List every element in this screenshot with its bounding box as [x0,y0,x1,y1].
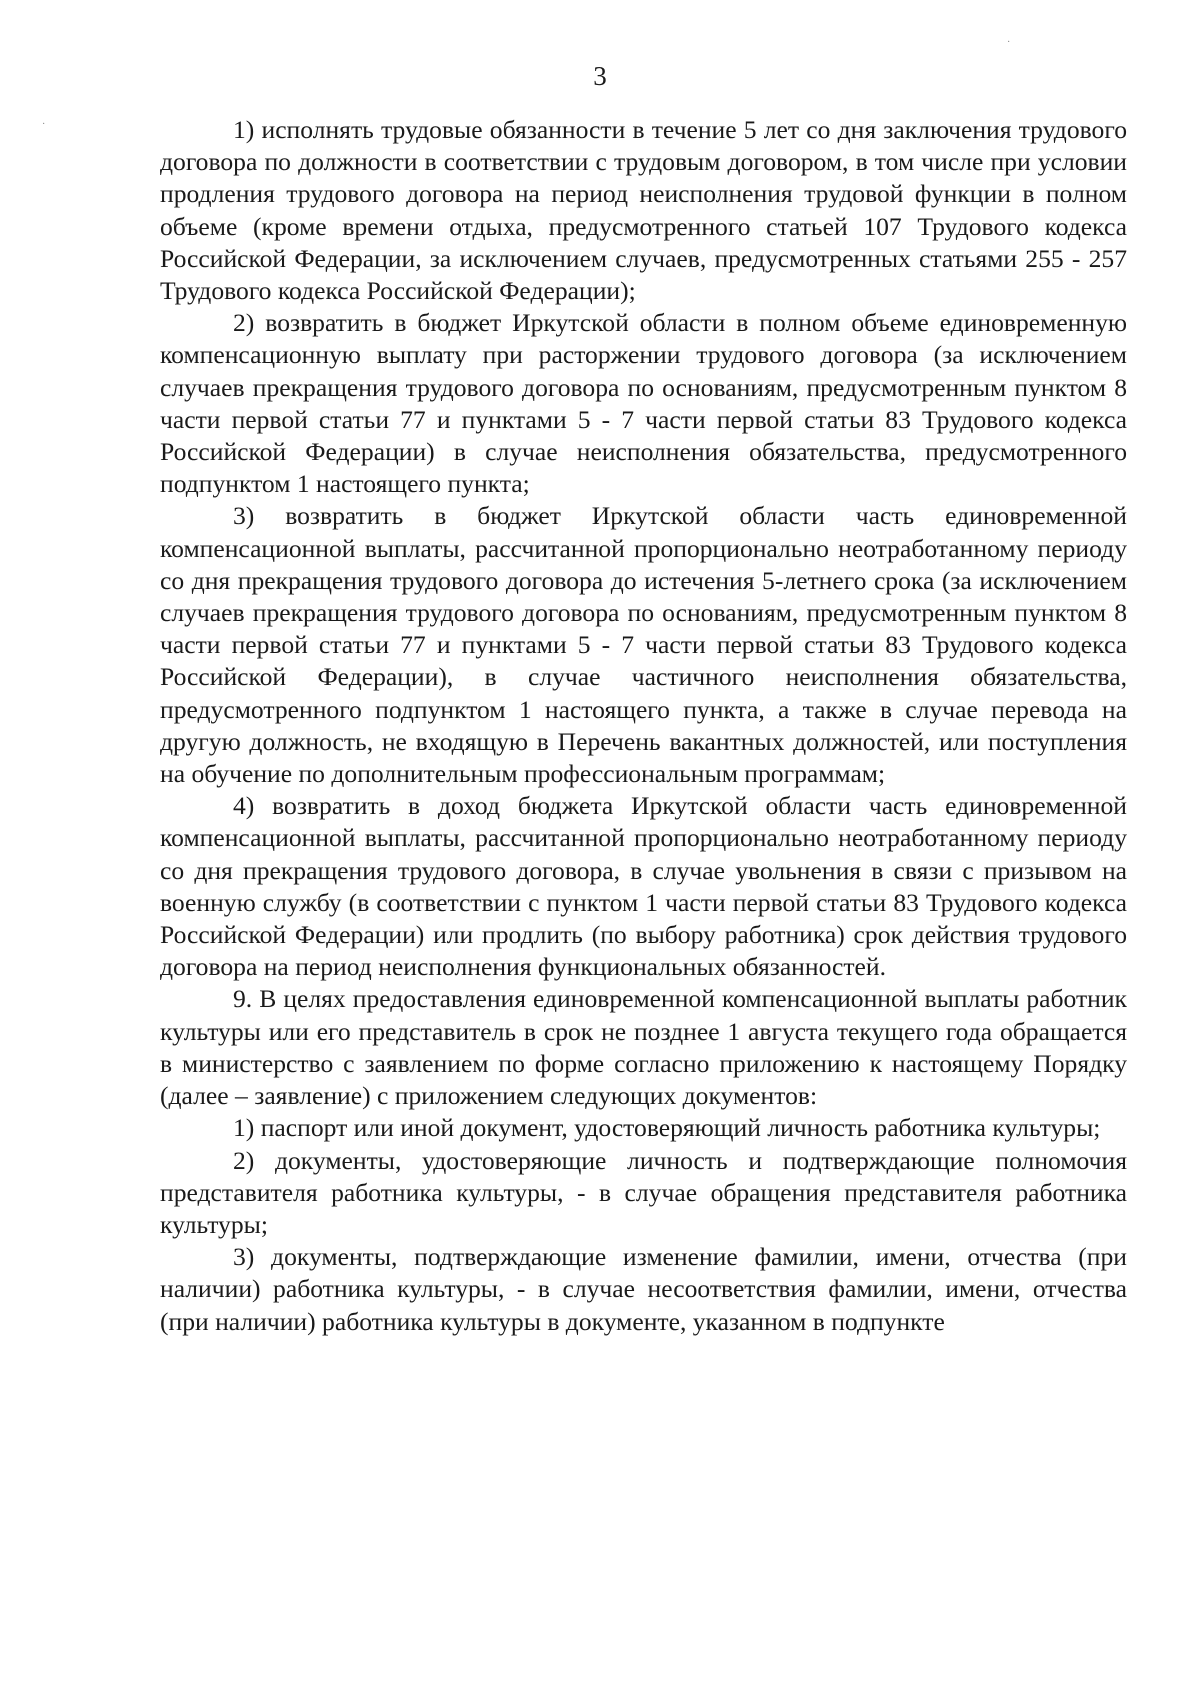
paragraph-document-2: 2) документы, удостоверяющие личность и подтверждающие полномочия представителя работника культуры, - в случае обращения представителя работника культуры; [160,1145,1127,1239]
paragraph-obligation-2: 2) возвратить в бюджет Иркутской области в полном объеме единовременную компенсационную выплату при расторжении трудового договора (за исключением случаев прекращения трудового договора по основаниям, предусмотренным пунктом 8 части первой статьи 77 и пунктами 5 - 7 части первой статьи 83 Трудового кодекса Российской Федерации) в случае неисполнения обязательства, предусмотренного подпунктом 1 настоящего пункта; [160,308,1127,499]
paragraph-document-1: 1) паспорт или иной документ, удостоверяющий личность работника культуры; [233,1113,1101,1143]
paragraph-obligation-4: 4) возвратить в доход бюджета Иркутской области часть единовременной компенсационной выплаты, рассчитанной пропорционально неотработанному периоду со дня прекращения трудового договора, в случае увольнения в связи с призывом на военную службу (в соответствии с пунктом 1 части первой статьи 83 Трудового кодекса Российской Федерации) или продлить (по выбору работника) срок действия трудового договора на период неисполнения функциональных обязанностей. [160,791,1127,982]
paragraph-document-3: 3) документы, подтверждающие изменение фамилии, имени, отчества (при наличии) работника культуры, - в случае несоответствия фамилии, имени, отчества (при наличии) работника культуры в документе, указанном в подпункте [160,1242,1127,1336]
paragraph-obligation-3: 3) возвратить в бюджет Иркутской области часть единовременной компенсационной выплаты, рассчитанной пропорционально неотработанному периоду со дня прекращения трудового договора до истечения 5-летнего срока (за исключением случаев прекращения трудового договора по основаниям, предусмотренным пунктом 8 части первой статьи 77 и пунктами 5 - 7 части первой статьи 83 Трудового кодекса Российской Федерации), в случае частичного неисполнения обязательства, предусмотренного подпунктом 1 настоящего пункта, а также в случае перевода на другую должность, не входящую в Перечень вакантных должностей, или поступления на обучение по дополнительным профессиональным программам; [160,501,1127,789]
scan-speck: · [1007,37,1011,48]
paragraph-clause-9: 9. В целях предоставления единовременной компенсационной выплаты работник культуры или его представитель в срок не позднее 1 августа текущего года обращается в министерство с заявлением по форме согласно приложению к настоящему Порядку (далее – заявление) с приложением следующих документов: [160,984,1127,1111]
paragraph-obligation-1: 1) исполнять трудовые обязанности в течение 5 лет со дня заключения трудового договора по должности в соответствии с трудовым договором, в том числе при условии продления трудового договора на период неисполнения трудовой функции в полном объеме (кроме времени отдыха, предусмотренного статьей 107 Трудового кодекса Российской Федерации, за исключением случаев, предусмотренных статьями 255 - 257 Трудового кодекса Российской Федерации); [160,115,1127,306]
page-number: 3 [593,61,607,91]
scan-speck: · [42,119,46,130]
document-body [160,114,1127,1338]
